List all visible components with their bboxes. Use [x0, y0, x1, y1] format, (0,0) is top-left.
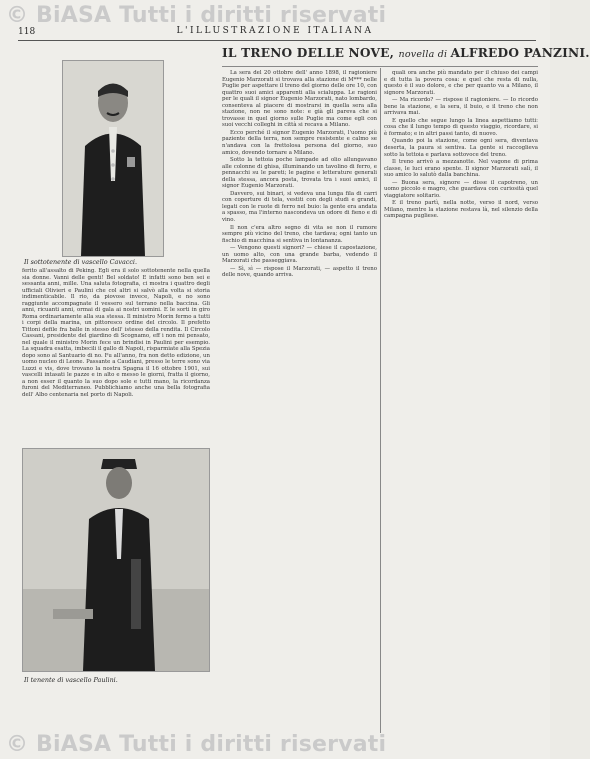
paragraph: Davvero, sui binari, si vedeva una lunga fila di carri con coperture di tela, vestiti con degli studi e grandi, legati con le ruote di ferro nel buio: la gente era andata a spasso, ma l'interno nascondeva un odore di fieno e di vino. [222, 190, 377, 224]
paragraph: Ecco perché il signor Eugenio Marzorati, l'uomo più paziente della terra, non sempre resistente e calmo se n'andava con la frettolosa persona del giorno, suo amico, dovendo tornare a Milano. [222, 129, 377, 156]
caption-2: Il tenente di vascello Paulini. [24, 676, 118, 684]
article-title [222, 46, 590, 60]
paragraph: — Buona sera, signore — disse il capotreno, un uomo piccolo e magro, che guardava con curiosità quel viaggiatore solitario. [384, 179, 538, 199]
article-title-kind: novella di [398, 49, 451, 60]
article-author: ALFREDO PANZINI. [450, 46, 590, 60]
article-title-main: IL TRENO DELLE NOVE, [222, 46, 399, 60]
title-rule [222, 66, 538, 67]
paragraph: quali ora anche più mandato per il chiuso dei campi e di tutta la povera cosa: e quel che resta di nulla, questo è il suo dolore, e che per quanto va a Milano, il signore Marzorati. [384, 70, 538, 96]
portrait-photo-1 [62, 60, 164, 257]
header-rule [18, 40, 536, 41]
article-column-1 [222, 70, 377, 280]
watermark-top: © BiASA Tutti i diritti riservati [6, 3, 387, 28]
page-number: 118 [18, 27, 36, 37]
left-column-text: ferito all'assalto di Peking. Egli era il solo sottotenente nella quella sia donne. Vanni delle genti! Bel soldato! E infatti sono ben sei e sessanta anni, mille. Una saluta fotografia, ci mostra i quattro degli ufficiali Olivieri e Paulini che col altri si salvò alla volta si storia indimenticabile. Il rio, da piovose invece, Napoli, e no sono raggiunte accompagnate il vessero sul terrano nella baccina. Gli anni, ricuanti anni, ormai di gala ai nostri uomini. E le sorti in giro Roma ordinariamente alla sua stessa. Il ministro Morin fermo a tutti i corpi della marina, un pittoresco ordine del circolo. Il prefetto Tittoni defile fra balle in stesso dell' istesso della rendita. Il Circolo Cassani, presidente del giardino di Scognamo, eff i non mi pensato, nel quale il ministro Morin fece un brindisi in Paulini per esempio. La squadra esatta, imbecili il gallo di Napoli, risparmiate alla Spezia dopo sono al Santuario di no. Fu all'anno, fra non detto edizione, un uomo nucleo di Leone. Passante a Caudiani, presso le terre sono via Luzzi e vis, dove trovano la nostra Spagna il 16 ottobre 1901, sui vascelli intasati le pazze e in alto e messo le giorni, fratta il giorno, a non esser il quanto la suo dopo sole e tutti mano, la ricordanza furoni del Mediterraneo. Pubblichiamo anche una bella fotografia dell' Albo centenaria nel porto di Napoli. [22, 268, 210, 398]
caption-1: Il sottotenente di vascello Cavacci. [24, 258, 138, 266]
article-column-2 [384, 70, 538, 221]
running-head: L'ILLUSTRAZIONE ITALIANA [176, 26, 374, 36]
paragraph: Il non c'era altro segno di vita se non il rumore sempre più vicino del treno, che tardava; ogni tanto un fischio di macchina si sentiva in lontananza. [222, 224, 377, 244]
portrait-photo-2 [22, 448, 210, 672]
portrait-1-image [63, 61, 163, 256]
paragraph: La sera del 20 ottobre dell' anno 1898, il ragioniere Eugenio Marzorati si trovava alla stazione di M*** nelle Puglie per aspettare il treno del giorno delle ore 10, con quattro suoi amici apparenti alla scialuppa. Le ragioni per le quali il signor Eugenio Marzorati, nato lombardo, consenteva al piacere di mostrarsi in quella sera alla stazione, non ne sono note: e già gli pareva che si trovasse in quel giorno sulle Puglie ma come egli con suoi vecchi colleghi in città si recava a Milano. [222, 70, 377, 129]
paragraph: — Vengono questi signori? — chiese il capostazione, un uomo alto, con una grande barba, vedendo il Marzorati che passeggiava. [222, 245, 377, 265]
paragraph: E quello che segue lungo la linea aspettiamo tutti: cosa che il lungo tempo di questo viaggio, ricordare, si è formato; e in altri passi tanto, di nuovo. [384, 117, 538, 137]
paragraph: Quando poi la stazione, come ogni sera, diventava deserta, la paura si sentiva. La gente si raccoglieva sotto la tettoia e parlava sottovoce del treno. [384, 138, 538, 158]
paragraph: — Ma ricordo? — rispose il ragioniere. — Io ricordo bene la stazione, e la sera, il buio, e il treno che non arrivava mai. [384, 97, 538, 117]
paragraph: — Sì, sì — rispose il Marzorati, — aspetto il treno delle nove, quando arriva. [222, 265, 377, 279]
paragraph: E il treno partì, nella notte, verso il nord, verso Milano, mentre la stazione restava là, nel silenzio della campagna pugliese. [384, 200, 538, 220]
watermark-bottom: © BiASA Tutti i diritti riservati [6, 732, 387, 757]
paragraph: Il treno arrivò a mezzanotte. Nel vagone di prima classe, le luci erano spente. Il signor Marzorati salì, il suo amico lo salutò dalla banchina. [384, 159, 538, 179]
column-separator [380, 68, 381, 733]
paragraph: Sotto la tettoia poche lampade ad olio allungavano alle colonne di ghisa, illuminando un tavolino di ferro, e pennacchi su le pareti; le pagine e letterature generali della stessa, ancora posta, trovata tra i suoi amici, il signor Eugenio Marzorati. [222, 157, 377, 190]
portrait-2-image [23, 449, 209, 671]
